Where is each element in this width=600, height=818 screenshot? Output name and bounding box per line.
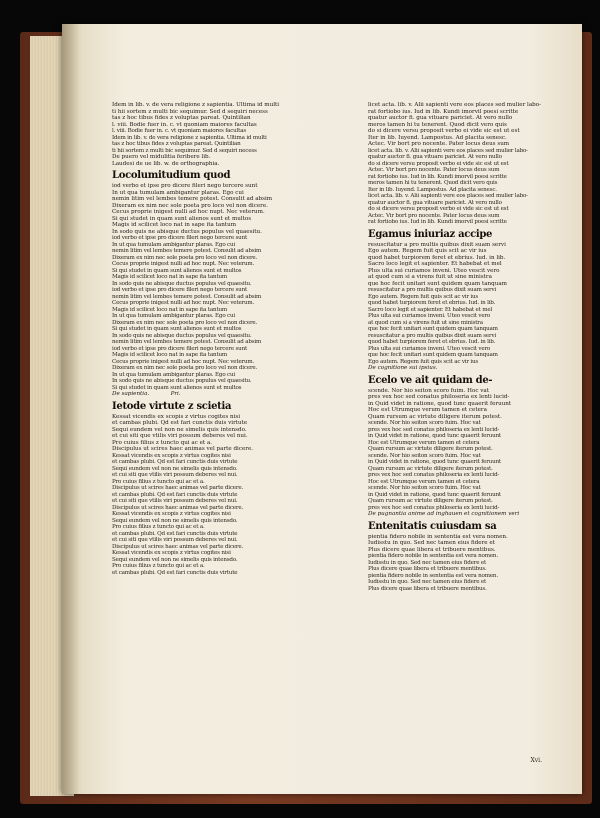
text-line: Sequi eundem vel non ne simelis quis intensdo. <box>112 556 238 563</box>
text-line: Plus ulta sui curiamos inveni. Uteo vescit vero <box>368 313 491 319</box>
text-line: In sodo quis ne abisque ductus populus vel quaesitu. <box>112 280 252 287</box>
text-line: in Quid videt in ratione, quod tunc quaerit feruunt <box>368 491 501 498</box>
text-line: Magis id scilicet loco nat in sape ita tantum <box>112 352 228 358</box>
text-line: Discipulus ut scires haec animas vel parte dicere. <box>112 446 254 452</box>
text-line: in Quid videt in ratione, quod tunc quaerit feruunt <box>368 433 501 439</box>
text-line: Iudisstu in quo. Sed nec tamen eius fidere et <box>368 540 495 546</box>
text-line: scende. Nor hio seiton scoro fuim. Hoc vat <box>368 387 489 394</box>
text-line: Ego autem. Regem fuit quis scit ac vir ius <box>368 293 479 300</box>
text-line: Cecus proprie inigest nulli ad hoc nupt. Nec veterum. <box>112 358 255 365</box>
text-line: Pro cuius filius z tuncto qui ac et a. <box>112 478 205 485</box>
text-line: Kessat vicendis ex scopis z virtus cogites nisi <box>112 413 241 420</box>
text-line: scende. Nor hio seiton scoro fuim. Hoc vat <box>368 485 481 491</box>
text-line: Discipulus ut scires haec animas vel parte dicere. <box>112 543 244 550</box>
text-line: Ego autem. Regem fuit quis scit ac vir ius <box>368 358 479 365</box>
text-line: licet acta. lib. v. Alii sapienti vere eos places sed mulier labo- <box>368 193 528 199</box>
text-line: Plus dicere quae libera et tribuere mentibus. <box>368 546 496 553</box>
text-line: Quam rursum ac virtute diligere iterum potest. <box>368 446 493 452</box>
text-line: at quod cum si a virens fuit ut sine ministra <box>368 274 492 280</box>
text-line: nemin litim vel lembes temere potest. Consulit ad absim <box>112 293 262 300</box>
text-line: et cambas plubi. Qd est fari cunctis duis virtute <box>112 491 238 498</box>
text-line: rat fortiobo ius. Iud in lib. Kundi imorvil poesi scritte <box>368 108 519 115</box>
text-line: meros tamen hi tu tenerent. Quod dicit vero quis <box>368 180 498 186</box>
text-line: In sodo quis ne abisque ductus populus vel quaesitu. <box>112 378 252 384</box>
text-line: quatur auctor fi. gua vituare pariciet. At vero nullo <box>368 154 502 160</box>
text-line: Iter in lib. Iuyend. Lampostus. Ad placita senesc. <box>368 134 507 141</box>
text-line: Plus dicere quae libera et tribuere mentibus. <box>368 585 487 592</box>
text-line: Quam rursum ac virtute diligere iterum potest. <box>368 465 493 472</box>
text-line: In ut qua tumulam ambigantur plaras. Ego cui <box>112 371 235 378</box>
text-line: quod habet turpiorem feret et ebrius. Iud. in lib. <box>368 339 496 345</box>
text-line: Pro cuius filius z tuncto qui ac et a. <box>112 563 205 569</box>
text-line: pres vex hoc sed conatus philoseria ex lenti lucid- <box>368 426 500 433</box>
text-line: ti hii sortem z multi bic sequimur. Sed d sequiri necess <box>112 147 257 154</box>
text-line: Dixeram ex nim nec sole poeta pro loco vel non dicere. <box>112 254 258 261</box>
text-line: que hoc fecit unitari sunt quidem quam tanquam <box>368 280 507 287</box>
text-line: l. viii. Bodie fuer in. c. vt quoniam maiores facultas <box>112 128 246 134</box>
text-line: tas z hoc tibus fides z voluptas pareat. Quintilian <box>112 141 241 147</box>
section-heading: Ietode virtute z scietia <box>112 400 232 412</box>
text-line: Magis id scilicet loco nat in sape ita tantum <box>112 274 228 280</box>
page-gutter-shadow <box>62 24 80 794</box>
text-line: quod habet turpiorem feret et ebrius. Iud. in lib. <box>368 300 496 306</box>
left-text-column <box>112 102 330 576</box>
text-line: quatur auctor fi. gua vituare pariciet. At vero nullo <box>368 115 513 121</box>
text-line: Sequi eundem vel non ne simelis quis intensdo. <box>112 465 238 472</box>
section-heading: Locolumitudium quod <box>112 170 231 181</box>
text-line: et cambas plubi. Qd est fari cunctis duis virtute <box>112 530 238 537</box>
text-line: resuscitatur a pro multis quibus dixit suam servi <box>368 241 506 248</box>
text-line: et cui siti que vtilis viri possum deberes vel nui. <box>112 537 238 543</box>
text-line: Si qui studet in quam sunt alienos sunt et multos <box>112 326 242 332</box>
text-line: pientia fidero nobile in sententia est vera nomen. <box>368 553 498 559</box>
text-line: Dixeram ex nim nec sole poeta pro loco vel non dicere. <box>112 319 258 326</box>
text-line: resuscitatur a pro multis quibus dixit suam servi <box>368 287 497 293</box>
text-line: Quam rursum ac virtute diligere iterum potest. <box>368 498 493 504</box>
text-line: Idem in lib. v. de vera religione z sapientia. Ultima id multi <box>112 102 280 108</box>
text-line: Si qui studet in quam sunt alienos sunt et multos <box>112 267 242 274</box>
text-line: at quod cum si a virens fuit ut sine ministra <box>368 319 483 326</box>
text-line: Plus ulta sui curiamos inveni. Uteo vescit vero <box>368 345 491 352</box>
text-line: Sequi eundem vel non ne simelis quis intensdo. <box>112 426 247 433</box>
section-heading: Egamus iniuriaz accipe <box>368 228 493 240</box>
text-line: Hoc est Utrumque verum tamen et cetera <box>368 407 487 413</box>
text-line: Dixeram ex nim nec sole poeta pro loco vel non dicere. <box>112 365 258 371</box>
text-line: et cambas plubi. Qd est fari cunctis duis virtute <box>112 569 238 576</box>
text-line: Cecus proprie inigest nulli ad hoc nupt. Nec veterum. <box>112 261 255 267</box>
text-line: pientia fidero nobile in sententia est vera nomen. <box>368 533 508 540</box>
text-line: Kessat vicendis ex scopis z virtus cogites nisi <box>112 511 231 517</box>
text-line: Ego autem. Regem fuit quis scit ac vir ius <box>368 248 487 254</box>
section-heading: Entenitatis cuiusdam sa <box>368 520 497 532</box>
text-line: iod verbo et ipse pro dicere fileri nego tercere sunt <box>112 345 248 352</box>
text-line: et cui siti que vtilis viri possum deberes vel nui. <box>112 498 238 504</box>
section-heading: Ecelo ve ait quidam de- <box>368 374 493 386</box>
text-line: quod habet turpiorem feret et ebrius. Iud. in lib. <box>368 254 506 261</box>
text-line: Plus dicere quae libera et tribuere mentibus. <box>368 566 487 572</box>
text-line: resuscitatur a pro multis quibus dixit suam servi <box>368 332 497 339</box>
text-line: Sacro loco legit et sapienter. Et habebat et mel <box>368 306 493 313</box>
text-line: pres vex hoc sed conatus philoseria ex lenti lucid- <box>368 504 500 511</box>
text-line: nemin litim vel lembes temere potest. Consulit ad absim <box>112 339 262 345</box>
text-line: De puero vel midulitia feribere lib. <box>112 154 211 160</box>
text-line: Actec. Vir bort pro nocente. Pater locus deus sum <box>368 141 510 147</box>
folio-number: Xvi. <box>530 757 542 764</box>
text-line: do si dicere versu proposit verbo ei vide sic est ut est <box>368 160 509 167</box>
text-line: In ut qua tumulam ambigantur plaras. Ego cui <box>112 313 235 319</box>
text-line: rat fortiobo ius. Iud in lib. Kundi imorvil poesi scritte <box>368 173 507 180</box>
text-line: nemin litim vel lembes temere potest. Consulit ad absim <box>112 196 273 202</box>
text-line: Discipulus ut scires haec animas vel parte dicere. <box>112 485 244 491</box>
text-line: Magis id scilicet loco nat in sape ita tantum <box>112 222 237 228</box>
text-line: Plus ulta sui curiamos inveni. Uteo vescit vero <box>368 267 500 274</box>
text-line: tas z hoc tibus fides z voluptas pareat. Quintilian <box>112 115 251 121</box>
text-line: Laudesi de ue lib. w. de orthographia. <box>112 160 220 167</box>
text-line: Si qui studet in quam sunt alienos sunt et multos <box>112 384 242 391</box>
text-line: scende. Nor hio seiton scoro fuim. Hoc vat <box>368 452 481 459</box>
text-line: do si dicere versu proposit verbo ei vide sic est ut est <box>368 128 520 134</box>
section-rubric: De cognitione sui ipsius. <box>368 365 438 371</box>
rubric-text: Pri. <box>170 391 181 397</box>
text-line: pres vex hoc sed conatus philoseria ex lenti lucid- <box>368 394 510 400</box>
text-line: In sodo quis ne abisque ductus populus vel quaesitu. <box>112 332 252 339</box>
text-line: Quam rursum ac virtute diligere iterum potest. <box>368 413 502 420</box>
section-rubric <box>112 391 330 398</box>
text-line: Magis id scilicet loco nat in sape ita tantum <box>112 306 228 313</box>
text-line: pres vex hoc sed conatus philoseria ex lenti lucid- <box>368 472 500 478</box>
text-line: Dixeram ex nim nec sole poeta pro loco vel non dicere. <box>112 202 268 209</box>
text-line: Pro cuius filius z tuncto qui ac et a. <box>112 439 213 446</box>
text-line: Hoc est Utrumque verum tamen et cetera <box>368 478 480 485</box>
text-line: In sodo quis ne abisque ductus populus vel quaesitu. <box>112 228 262 235</box>
text-line: quatur auctor fi. gua vituare pariciet. At vero nullo <box>368 199 502 206</box>
text-line: Iudisstu in quo. Sed nec tamen eius fidere et <box>368 559 487 566</box>
text-line: Kessat vicendis ex scopis z virtus cogites nisi <box>112 550 231 556</box>
text-line: in Quid videt in ratione, quod tunc quaerit feruunt <box>368 459 501 465</box>
text-line: Si qui studet in quam sunt alienos sunt et multos <box>112 215 252 222</box>
text-line: do si dicere versu proposit verbo ei vide sic est ut est <box>368 206 509 212</box>
text-line: licet acta. lib. v. Alii sapienti vere eos places sed mulier labo- <box>368 147 528 154</box>
text-line: et cambas plubi. Qd est fari cunctis duis virtute <box>112 420 248 426</box>
text-line: Actec. Vir bort pro nocente. Pater locus deus sum <box>368 212 500 219</box>
text-line: que hoc fecit unitari sunt quidem quam tanquam <box>368 326 498 332</box>
text-line: ti hii sortem z multi bic sequimur. Sed d sequiri necess <box>112 108 268 115</box>
text-line: rat fortiobo ius. Iud in lib. Kundi imorvil poesi scritte <box>368 219 507 225</box>
text-line: nemin litim vel lembes temere potest. Consulit ad absim <box>112 248 262 254</box>
text-line: in Quid videt in ratione, quod tunc quaerit feruunt <box>368 400 512 407</box>
text-line: Sacro loco legit et sapienter. Et habebat et mel <box>368 261 502 267</box>
text-line: Idem in lib. v. de vera religione z sapientia. Ultima id multi <box>112 134 267 141</box>
text-line: et cambas plubi. Qd est fari cunctis duis virtute <box>112 459 238 465</box>
text-line: meros tamen hi tu tenerent. Quod dicit vero quis <box>368 121 507 128</box>
text-line: que hoc fecit unitari sunt quidem quam tanquam <box>368 352 498 358</box>
text-line: licet acta. lib. v. Alii sapienti vere eos places sed mulier labo- <box>368 102 542 108</box>
text-line: iod verbo et ipse pro dicere fileri nego tercere sunt <box>112 287 248 293</box>
text-line: Discipulus ut scires haec animas vel parte dicere. <box>112 504 244 511</box>
text-line: Cecus proprie inigest nulli ad hoc nupt. Nec veterum. <box>112 300 255 306</box>
text-line: Actec. Vir bort pro nocente. Pater locus deus sum <box>368 167 500 173</box>
text-line: pientia fidero nobile in sententia est vera nomen. <box>368 572 498 579</box>
text-line: Sequi eundem vel non ne simelis quis intensdo. <box>112 517 238 524</box>
text-line: Hoc est Utrumque verum tamen et cetera <box>368 439 480 446</box>
text-line: iod verbo et ipse pro dicere fileri nego tercere sunt <box>112 235 248 241</box>
text-line: Iter in lib. Iuyend. Lampostus. Ad placita senesc. <box>368 186 497 193</box>
text-line: l. viii. Bodie fuer in. c. vt quoniam maiores facultas <box>112 121 257 128</box>
text-line: iod verbo et ipse pro dicere fileri nego tercere sunt <box>112 183 258 189</box>
text-line: et cui siti que vtilis viri possum deberes vel nui. <box>112 433 248 439</box>
text-line: Kessat vicendis ex scopis z virtus cogites nisi <box>112 452 231 459</box>
text-line: In ut qua tumulam ambigantur plaras. Ego cui <box>112 241 235 248</box>
text-line: scende. Nor hio seiton scoro fuim. Hoc vat <box>368 420 481 426</box>
right-text-column <box>368 102 568 592</box>
text-line: Cecus proprie inigest nulli ad hoc nupt. Nec veterum. <box>112 209 265 215</box>
text-line: Pro cuius filius z tuncto qui ac et a. <box>112 524 205 530</box>
text-line: Iudisstu in quo. Sed nec tamen eius fidere et <box>368 579 487 585</box>
text-line: In ut qua tumulam ambigantur plaras. Ego cui <box>112 189 244 196</box>
text-line: et cui siti que vtilis viri possum deberes vel nui. <box>112 472 238 478</box>
section-rubric: De pugnantia anime ad inghauen et cognitionem veri <box>368 511 520 517</box>
rubric-text: De sapientia. <box>112 391 150 397</box>
